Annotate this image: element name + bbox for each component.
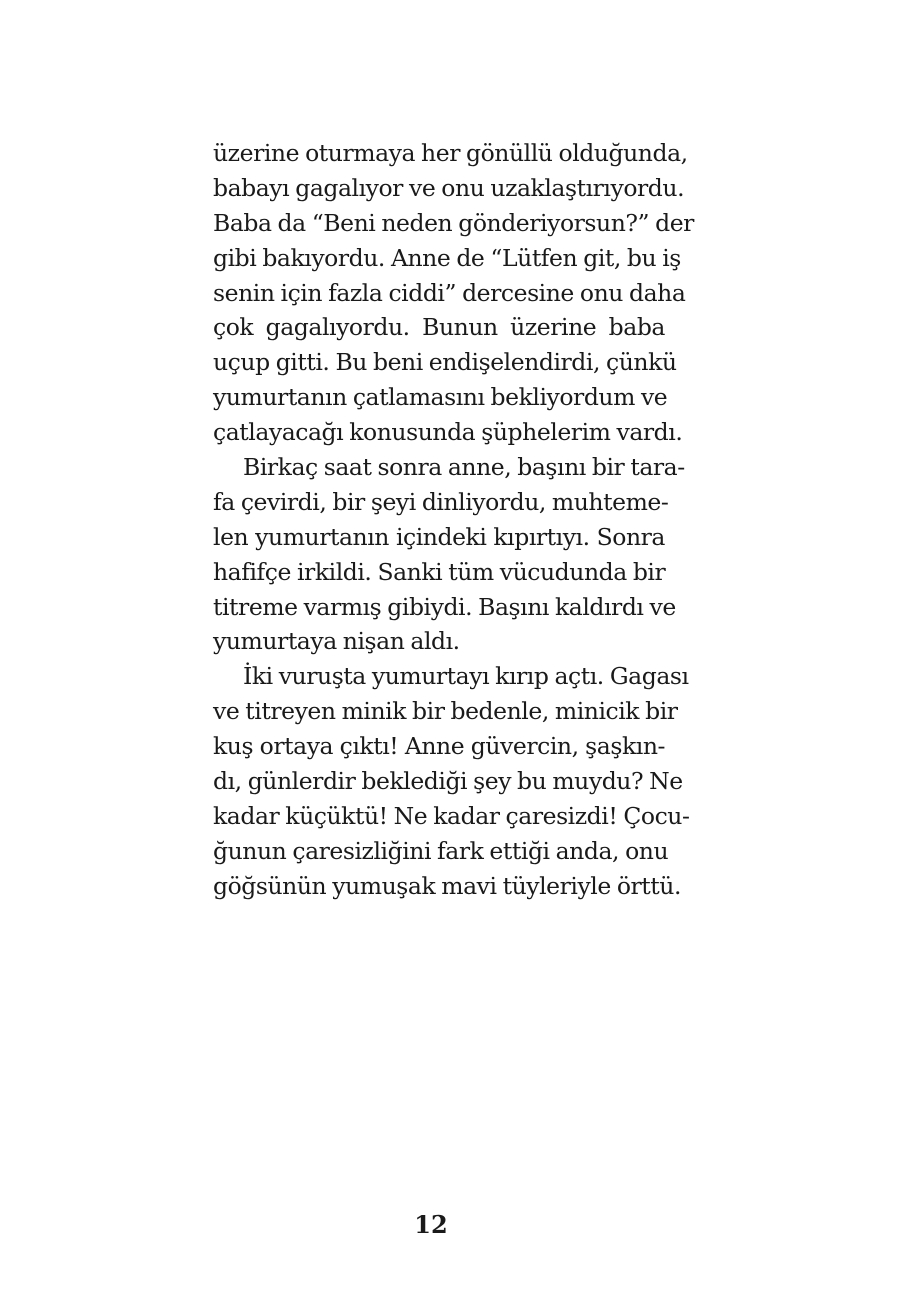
text-line: senin için fazla ciddi” dercesine onu daha: [213, 278, 686, 307]
text-line: İki vuruşta yumurtayı kırıp açtı. Gagası: [243, 662, 689, 691]
text-line: gibi bakıyordu. Anne de “Lütfen git, bu iş: [213, 243, 681, 272]
paragraph-3: [213, 659, 690, 903]
text-line: kuş ortaya çıktı! Anne güvercin, şaşkın-: [213, 732, 665, 761]
text-line: Baba da “Beni neden gönderiyorsun?” der: [213, 208, 694, 237]
text-line: fa çevirdi, bir şeyi dinliyordu, muhteme-: [213, 487, 669, 516]
text-line: kadar küçüktü! Ne kadar çaresizdi! Çocu-: [213, 801, 690, 830]
text-line: dı, günlerdir beklediği şey bu muydu? Ne: [213, 767, 683, 796]
text-line: babayı gagalıyor ve onu uzaklaştırıyordu.: [213, 173, 685, 202]
body-text: [213, 136, 694, 904]
paragraph-1: [213, 136, 694, 450]
text-line: göğsünün yumuşak mavi tüyleriyle örttü.: [213, 871, 681, 900]
text-line: çok gagalıyordu. Bunun üzerine baba: [213, 313, 665, 342]
text-line: uçup gitti. Bu beni endişelendirdi, çünkü: [213, 348, 677, 377]
paragraph-2: [213, 450, 685, 659]
text-line: yumurtaya nişan aldı.: [213, 627, 460, 656]
text-line: ve titreyen minik bir bedenle, minicik bir: [213, 697, 678, 726]
text-line: çatlayacağı konusunda şüphelerim vardı.: [213, 418, 683, 447]
text-line: üzerine oturmaya her gönüllü olduğunda,: [213, 139, 688, 167]
text-line: Birkaç saat sonra anne, başını bir tara-: [243, 453, 685, 482]
text-line: ğunun çaresizliğini fark ettiği anda, onu: [213, 836, 669, 865]
text-line: hafifçe irkildi. Sanki tüm vücudunda bir: [213, 557, 666, 586]
page-number: 12: [414, 1210, 448, 1239]
text-line: titreme varmış gibiydi. Başını kaldırdı ve: [213, 592, 676, 621]
text-line: yumurtanın çatlamasını bekliyordum ve: [213, 383, 668, 412]
text-line: len yumurtanın içindeki kıpırtıyı. Sonra: [213, 522, 665, 551]
